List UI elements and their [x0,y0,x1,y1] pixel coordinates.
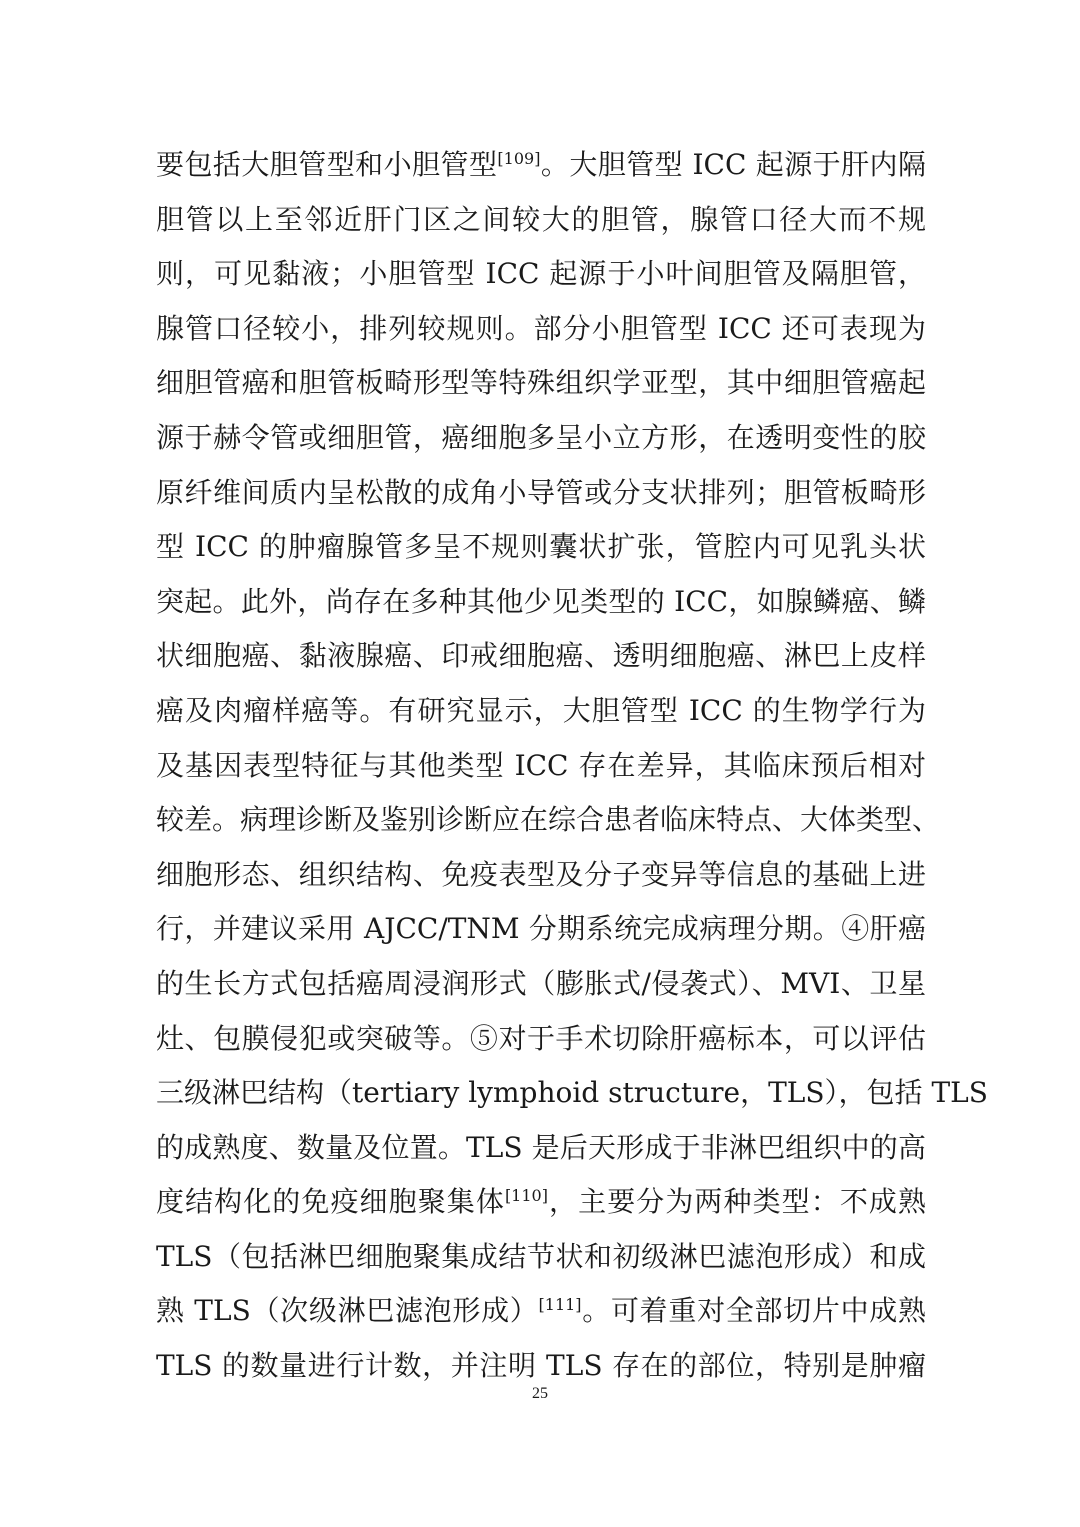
body-text [156,138,988,1394]
text-line [156,1066,988,1121]
text-segment: 灶、包膜侵犯或突破等。⑤对于手术切除肝癌标本，可以评估 [156,1021,926,1055]
text-line [156,957,926,1012]
text-segment: 。大胆管型 ICC 起源于肝内隔 [540,148,926,181]
text-line [156,739,926,794]
text-line [156,302,926,357]
text-segment: TLS 的数量进行计数，并注明 TLS 存在的部位，特别是肿瘤 [156,1349,926,1383]
text-segment: 胆管以上至邻近肝门区之间较大的胆管，腺管口径大而不规 [156,202,926,236]
text-segment: 的生长方式包括癌周浸润形式（膨胀式/侵袭式）、MVI、卫星 [156,966,926,1000]
text-line [156,684,926,739]
text-segment: 腺管口径较小，排列较规则。部分小胆管型 ICC 还可表现为 [156,311,926,345]
text-line [156,520,926,575]
text-segment: 行，并建议采用 AJCC/TNM 分期系统完成病理分期。④肝癌 [156,912,926,946]
text-segment: 。可着重对全部切片中成熟 [581,1294,926,1328]
text-segment: 较差。病理诊断及鉴别诊断应在综合患者临床特点、大体类型、 [156,803,941,837]
text-line [156,138,926,193]
citation-marker: [110] [504,1186,548,1206]
citation-marker: [111] [538,1295,582,1315]
text-segment: 细胞形态、组织结构、免疫表型及分子变异等信息的基础上进 [156,857,926,891]
text-segment: 熟 TLS（次级淋巴滤泡形成） [156,1294,539,1328]
page-number: 25 [532,1385,548,1402]
text-line [156,848,926,903]
text-line [156,1121,926,1176]
text-segment: 状细胞癌、黏液腺癌、印戒细胞癌、透明细胞癌、淋巴上皮样 [156,639,926,673]
text-segment: 型 ICC 的肿瘤腺管多呈不规则囊状扩张，管腔内可见乳头状 [156,530,926,564]
text-line [156,193,926,248]
text-line [156,1230,926,1285]
text-segment: 源于赫令管或细胆管，癌细胞多呈小立方形，在透明变性的胶 [156,420,926,454]
text-line [156,902,926,957]
text-segment: 三级淋巴结构（tertiary lymphoid structure，TLS），包括 TLS [156,1076,988,1110]
text-line [156,575,926,630]
text-line [156,411,926,466]
text-segment: ，主要分为两种类型：不成熟 [547,1185,926,1219]
text-segment: 及基因表型特征与其他类型 ICC 存在差异，其临床预后相对 [156,748,926,782]
text-segment: 度结构化的免疫细胞聚集体 [156,1185,505,1219]
text-line [156,793,941,848]
text-segment: 的成熟度、数量及位置。TLS 是后天形成于非淋巴组织中的高 [156,1130,926,1164]
text-line [156,629,926,684]
text-segment: 原纤维间质内呈松散的成角小导管或分支状排列；胆管板畸形 [156,475,926,509]
text-segment: TLS（包括淋巴细胞聚集成结节状和初级淋巴滤泡形成）和成 [156,1239,926,1273]
text-line [156,1012,926,1067]
text-segment: 突起。此外，尚存在多种其他少见类型的 ICC，如腺鳞癌、鳞 [156,584,926,618]
text-line [156,1284,926,1339]
text-segment: 癌及肉瘤样癌等。有研究显示，大胆管型 ICC 的生物学行为 [156,693,926,727]
text-line [156,247,926,302]
text-line [156,466,926,521]
text-line [156,1175,926,1230]
text-segment: 则，可见黏液；小胆管型 ICC 起源于小叶间胆管及隔胆管， [156,257,926,291]
text-segment: 细胆管癌和胆管板畸形型等特殊组织学亚型，其中细胆管癌起 [156,366,926,400]
text-line [156,356,926,411]
citation-marker: [109] [497,149,541,168]
text-segment: 要包括大胆管型和小胆管型 [156,148,498,181]
